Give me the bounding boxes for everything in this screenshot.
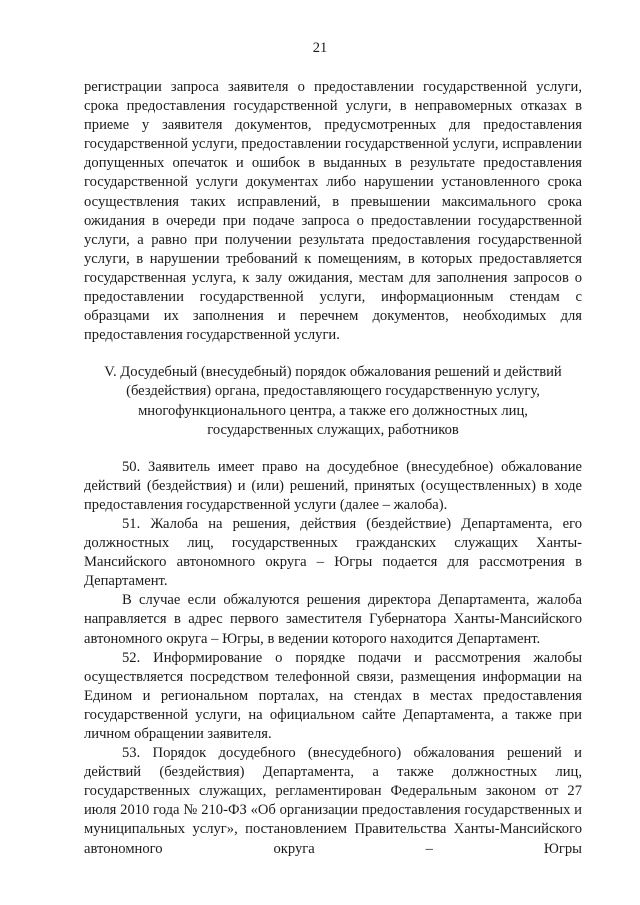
text-line: предоставлении государственной услуги, информационным стендам с bbox=[84, 289, 582, 306]
text-line: 52. Информирование о порядке подачи и рассмотрения жалобы bbox=[122, 649, 582, 666]
text-line: государственной услуги, предоставлении государственной услуги, bbox=[84, 136, 499, 153]
text-line: личном обращении заявителя. bbox=[84, 726, 272, 742]
text-line: Ханты-Мансийского автономного округа – Югры подается для bbox=[84, 535, 582, 571]
text-line: ходе предоставления государственной услуги (далее – жалоба). bbox=[84, 477, 583, 513]
text-line: результата предоставления государственной услуги, в нарушении bbox=[84, 231, 582, 267]
text-line: 50. Заявитель имеет право на досудебное (внесудебное) обжалование bbox=[122, 458, 582, 475]
text-line: регистрации запроса заявителя о предоставлении государственной услуги, bbox=[84, 79, 582, 95]
text-line: образцами их заполнения и перечнем документов, необходимых для bbox=[84, 308, 582, 325]
text-line: действий (бездействия) и (или) решений, принятых (осуществленных) в bbox=[84, 477, 549, 494]
text-line: государственной услуги, на официальном сайте Департамента, а также при bbox=[84, 706, 582, 723]
text-line: государственных служащих, регламентирован Федеральным законом bbox=[84, 783, 536, 800]
text-line: предоставления государственной услуги. bbox=[84, 327, 340, 344]
paragraph-53 bbox=[84, 744, 582, 859]
text-line: требований к помещениям, в которых предоставляется государственная bbox=[84, 250, 582, 286]
text-line: услуга, к залу ожидания, местам для заполнения запросов о bbox=[191, 269, 582, 286]
heading-line: государственных служащих, работников bbox=[207, 421, 459, 438]
text-line: направляется в адрес первого заместителя Губернатора bbox=[84, 611, 447, 628]
text-line: срока предоставления государственной услуги, в неправомерных отказах в bbox=[84, 98, 582, 115]
text-line: Правительства Ханты-Мансийского автономного округа – Югры bbox=[84, 821, 582, 857]
heading-line: многофункционального центра, а также его должностных лиц, bbox=[138, 402, 528, 419]
text-line: на Едином и региональном порталах, на стендах в местах предоставления bbox=[84, 668, 582, 704]
text-line: максимального срока ожидания в очереди при подаче запроса о bbox=[84, 193, 583, 229]
paragraph-52 bbox=[84, 649, 582, 744]
text-line: 51. Жалоба на решения, действия (бездействие) Департамента, bbox=[122, 515, 553, 532]
text-line: установленного срока осуществления таких исправлений, в превышении bbox=[84, 174, 583, 210]
paragraph-51-complaint-director bbox=[84, 591, 582, 648]
text-line: приеме у заявителя документов, предусмотренных для предоставления bbox=[84, 117, 582, 134]
text-line: предоставлении государственной услуги, а равно при получении bbox=[84, 212, 582, 248]
paragraph-50 bbox=[84, 458, 582, 515]
text-line: государственных и муниципальных услуг», постановлением bbox=[84, 802, 582, 838]
heading-line: V. Досудебный (внесудебный) порядок обжалования решений и действий bbox=[104, 364, 562, 381]
page-number: 21 bbox=[312, 40, 328, 56]
text-line: действий (бездействия) Департамента, а также должностных лиц, bbox=[84, 764, 582, 781]
text-line: предоставления государственной услуги документах либо нарушении bbox=[84, 155, 582, 191]
text-line: В случае если обжалуются решения директора Департамента, жалоба bbox=[122, 592, 582, 609]
intro-paragraph bbox=[84, 78, 582, 345]
text-line: рассмотрения в Департамент. bbox=[84, 554, 582, 590]
text-line: Ханты-Мансийского автономного округа – Югры, в ведении которого bbox=[84, 611, 582, 647]
text-line: находится Департамент. bbox=[390, 630, 541, 647]
text-line: от 27 июля 2010 года № 210-ФЗ «Об организации предоставления bbox=[84, 783, 582, 819]
text-line: 53. Порядок досудебного (внесудебного) обжалования решений и bbox=[122, 745, 582, 762]
text-line: его должностных лиц, государственных гражданских служащих bbox=[84, 515, 582, 552]
text-line: осуществляется посредством телефонной связи, размещения информации bbox=[84, 668, 561, 685]
section-heading bbox=[84, 363, 582, 439]
text-line: исправлении допущенных опечаток и ошибок в выданных в результате bbox=[84, 136, 582, 172]
heading-line: (бездействия) органа, предоставляющего государственную услугу, bbox=[126, 383, 540, 400]
document-body bbox=[84, 78, 582, 859]
paragraph-51 bbox=[84, 515, 582, 591]
